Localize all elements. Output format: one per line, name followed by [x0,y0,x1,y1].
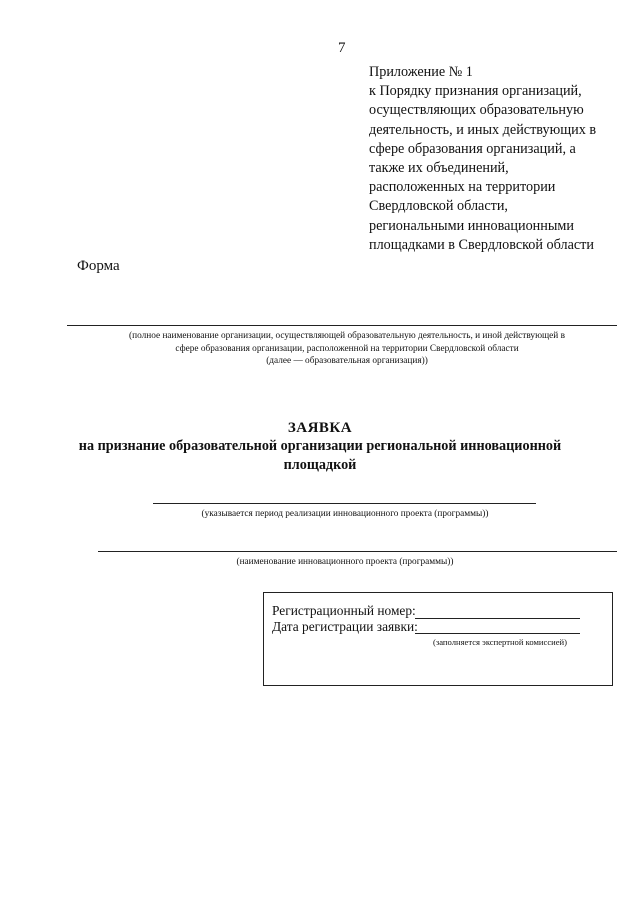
org-name-caption [67,330,627,368]
period-fill-line[interactable] [153,503,536,504]
appendix-header [369,63,634,255]
org-name-fill-line[interactable] [67,325,617,326]
org-caption-line: (полное наименование организации, осуществляющей образовательную деятельность, и иной действующей в [129,331,565,341]
appendix-line: Свердловской области, [369,198,508,215]
registration-date-field[interactable] [415,633,580,634]
appendix-line: также их объединений, [369,160,509,177]
registration-box [263,592,613,686]
project-name-fill-line[interactable] [98,551,617,552]
appendix-line: площадками в Свердловской области [369,236,594,253]
appendix-line: сфере образования организаций, а [369,140,576,157]
period-caption: (указывается период реализации инновационного проекта (программы)) [201,509,489,519]
page-number: 7 [338,40,346,56]
document-subtitle [0,437,640,474]
document-title: ЗАЯВКА [287,420,353,436]
appendix-line: Приложение № 1 [369,64,473,80]
org-caption-line: сфере образования организации, расположенной на территории Свердловской области [175,343,519,354]
registration-number-label: Регистрационный номер: [272,603,416,618]
org-caption-line: (далее — образовательная организация)) [266,356,428,366]
appendix-line: к Порядку признания организаций, [369,83,582,100]
project-name-caption: (наименование инновационного проекта (программы)) [236,557,454,567]
registration-date-label: Дата регистрации заявки: [272,619,418,634]
registration-note: (заполняется экспертной комиссией) [432,637,568,647]
appendix-line: деятельность, и иных действующих в [369,121,597,138]
appendix-line: расположенных на территории [369,179,556,196]
form-label: Форма [77,258,120,274]
subtitle-line: площадкой [283,456,357,473]
subtitle-line: на признание образовательной организации региональной инновационной [78,438,562,454]
appendix-line: осуществляющих образовательную [369,102,584,119]
appendix-line: региональными инновационными [369,217,574,234]
registration-number-field[interactable] [415,618,580,619]
